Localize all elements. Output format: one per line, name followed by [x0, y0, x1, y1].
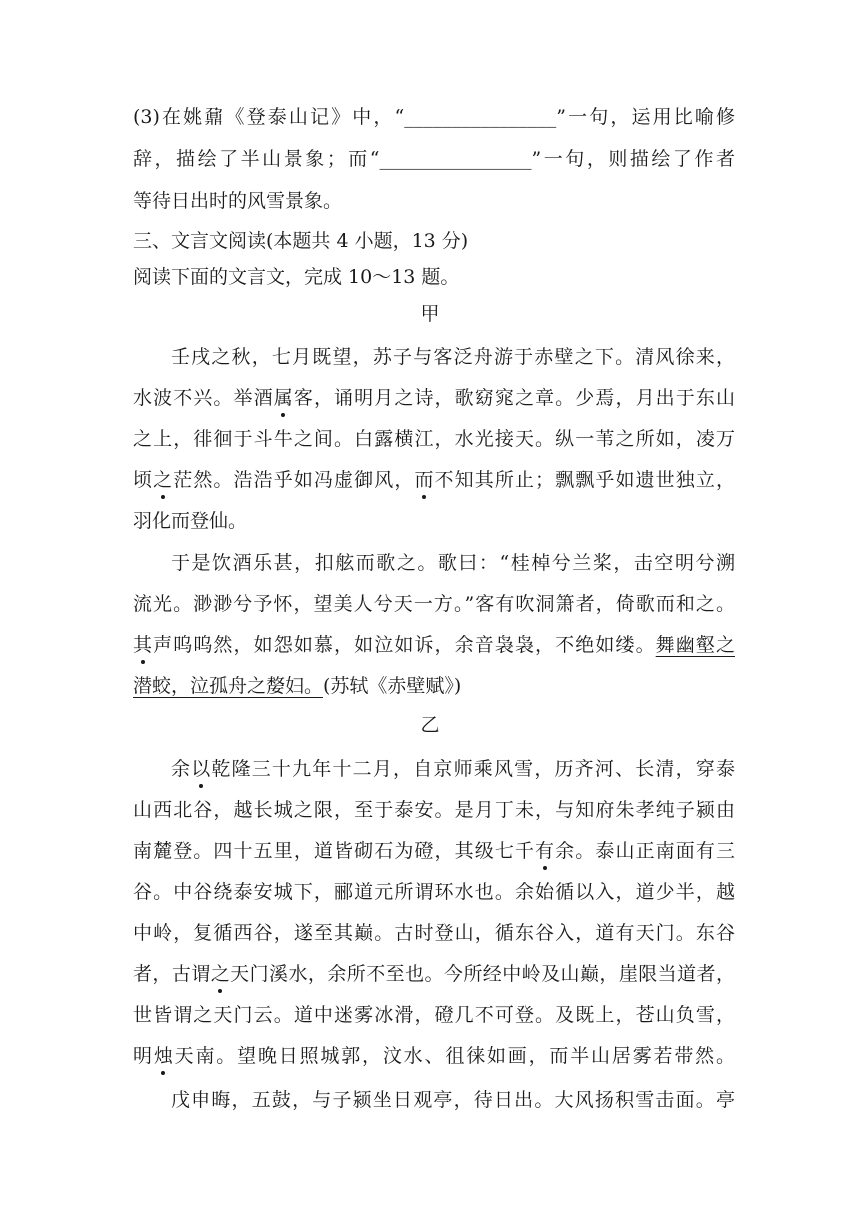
emphasis-char: 之: [210, 963, 230, 985]
emphasis-char: 以: [191, 758, 211, 780]
jia-p1-line-5: 羽化而登仙。: [133, 510, 248, 532]
yi-p1-line-8: [133, 1043, 735, 1069]
section-instruction: 阅读下面的文言文，完成 10～13 题。: [133, 266, 460, 288]
jia-p2-line-3: [133, 632, 735, 658]
text-run: 茫然。浩浩乎如冯虚御风，: [172, 469, 415, 491]
passage-yi-title: 乙: [420, 714, 440, 736]
question-3-line-2: 辞，描绘了半山景象；而“________________”一句，则描绘了作者: [133, 148, 735, 170]
question-3-line-1: (3)在姚鼐《登泰山记》中，“________________”一句，运用比喻修: [133, 106, 735, 128]
emphasis-char: 而: [414, 469, 434, 491]
emphasis-char: 有: [535, 840, 555, 862]
jia-p1-line-1: 壬戌之秋，七月既望，苏子与客泛舟游于赤壁之下。清风徐来，: [171, 346, 735, 368]
yi-p1-line-1: [171, 756, 735, 782]
jia-p2-line-1: 于是饮酒乐甚，扣舷而歌之。歌曰：“桂棹兮兰桨，击空明兮溯: [171, 552, 735, 574]
jia-p2-line-4: [133, 673, 860, 699]
text-run: 声呜呜然，如怨如慕，如泣如诉，余音袅袅，不绝如缕。: [152, 634, 656, 656]
yi-p1-line-6: [133, 961, 735, 987]
yi-p1-line-3: [133, 838, 735, 864]
yi-p1-line-5: 中岭，复循西谷，遂至其巅。古时登山，循东谷入，道有天门。东谷: [133, 922, 735, 944]
emphasis-char: 之: [153, 469, 173, 491]
emphasis-char: 属: [273, 387, 293, 409]
yi-p1-line-4: 谷。中谷绕泰安城下，郦道元所谓环水也。余始循以入，道少半，越: [133, 881, 735, 903]
jia-source: (苏轼《赤壁赋》): [323, 675, 462, 697]
yi-p1-line-2: 山西北谷，越长城之限，至于泰安。是月丁未，与知府朱孝纯子颍由: [133, 799, 735, 821]
passage-jia-title: 甲: [420, 303, 440, 325]
text-run: 明: [133, 1045, 154, 1067]
section-heading: 三、文言文阅读(本题共 4 小题，13 分): [133, 230, 469, 252]
jia-p1-line-4: [133, 467, 735, 493]
question-3-line-3: 等待日出时的风雪景象。: [133, 190, 343, 212]
text-run: 南麓登。四十五里，道皆砌石为磴，其级七千: [133, 840, 536, 862]
jia-p1-line-3: 之上，徘徊于斗牛之间。白露横江，水光接天。纵一苇之所如，凌万: [133, 428, 735, 450]
emphasis-char: 其: [133, 634, 153, 656]
jia-p1-line-2: [133, 385, 735, 411]
emphasis-char: 烛: [153, 1045, 173, 1067]
text-run: 水波不兴。举酒: [133, 387, 274, 409]
text-run: 天门溪水，余所不至也。今所经中岭及山巅，崖限当道者，: [229, 963, 735, 985]
underlined-sentence-part-2: 潜蛟，泣孤舟之嫠妇。: [133, 675, 324, 697]
text-run: 天南。望晚日照城郭，汶水、徂徕如画，而半山居雾若带然。: [172, 1045, 735, 1067]
text-run: 不知其所止；飘飘乎如遗世独立，: [433, 469, 735, 491]
text-run: 余: [171, 758, 192, 780]
jia-p2-line-2: 流光。渺渺兮予怀，望美人兮天一方。”客有吹洞箫者，倚歌而和之。: [133, 593, 735, 615]
text-run: 乾隆三十九年十二月，自京师乘风雪，历齐河、长清，穿泰: [210, 758, 735, 780]
text-run: 客，诵明月之诗，歌窈窕之章。少焉，月出于东山: [292, 387, 735, 409]
yi-p1-line-7: 世皆谓之天门云。道中迷雾冰滑，磴几不可登。及既上，苍山负雪，: [133, 1004, 735, 1026]
text-run: 余。泰山正南面有三: [554, 840, 735, 862]
yi-p2-line-1: 戊申晦，五鼓，与子颍坐日观亭，待日出。大风扬积雪击面。亭: [171, 1089, 735, 1111]
underlined-sentence-part-1: 舞幽壑之: [655, 634, 735, 656]
text-run: 顷: [133, 469, 154, 491]
text-run: 者，古谓: [133, 963, 211, 985]
